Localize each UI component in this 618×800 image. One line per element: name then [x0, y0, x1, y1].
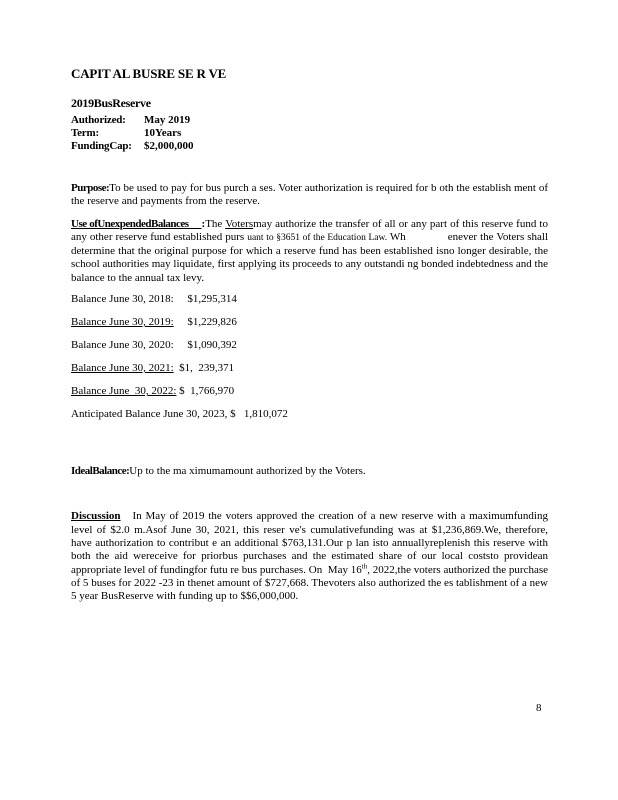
voters-underlined-word: Voters	[225, 217, 254, 230]
anticipated-balance-row	[71, 408, 548, 421]
document-content	[71, 66, 548, 603]
unexpended-text-b: Wh enever the Voters shall determine that the original purpose for which a reserve fund has been established isno longer desirable, the school authorities may liquidate, first applying its proceeds to any outstandi ng bonded indebtedness and the balance to the annual tax levy.	[71, 230, 548, 284]
unexpended-balances-paragraph	[71, 218, 548, 285]
purpose-label: Purpose:	[71, 182, 110, 194]
unexpended-text-a: may authorize the transfer of all or any part of this reserve fund to any other reserve fund established purs	[71, 217, 548, 243]
unexpended-lead: The	[205, 217, 226, 230]
ordinal-superscript: th	[361, 561, 368, 570]
balance-row-2022	[71, 385, 548, 398]
anticipated-balance-text: Anticipated Balance June 30, 2023, $ 1,810,072	[71, 408, 288, 421]
purpose-paragraph	[71, 182, 548, 209]
info-row-funding-cap	[71, 140, 548, 153]
balance-row-2020	[71, 339, 548, 352]
balance-amount: $1, 239,371	[173, 362, 235, 375]
discussion-heading: Discussion	[71, 510, 121, 523]
funding-cap-value: $2,000,000	[144, 140, 194, 152]
balance-amount: $ 1,766,970	[176, 385, 235, 398]
ideal-balance-label: IdealBalance:	[71, 465, 130, 478]
ideal-balance-text: Up to the ma ximumamount authorized by the Voters.	[129, 465, 366, 478]
page-title: CAPIT AL BUSRE SE R VE	[71, 66, 227, 81]
education-law-reference: uant to §3651 of the Education Law.	[247, 232, 388, 243]
discussion-text-a: In May of 2019 the voters approved the creation of a new reserve with a maximumfunding level of $2.0 m.Asof June 30, 2021, this reser ve's cumulativefunding was at $1,236,869.We, therefore, have authorization to contribut e an additional $763,131.Our p lan isto annuallyreplenish this reserve with both the aid wereceive for priorbus purchases and the estimated share of our local coststo providean appropriate level of fundingfor futu re bus purchases. On May 16	[71, 510, 548, 576]
ideal-balance-paragraph	[71, 465, 548, 478]
reserve-name-heading: 2019BusReserve	[71, 96, 151, 110]
balance-row-2021	[71, 362, 548, 375]
balance-amount: $1,090,392	[173, 339, 237, 352]
balance-label: Balance June 30, 2020:	[71, 339, 174, 352]
info-row-authorized	[71, 114, 548, 127]
balance-list	[71, 293, 548, 421]
balance-label: Balance June 30, 2022:	[71, 385, 177, 398]
page-number: 8	[536, 702, 542, 714]
authorized-value: May 2019	[144, 114, 191, 126]
purpose-text: To be used to pay for bus purch a ses. Voter authorization is required for b oth the establish ment of the reserve and payments from the reserve.	[71, 182, 548, 208]
term-value: 10Years	[144, 127, 182, 139]
balance-label: Balance June 30, 2019:	[71, 316, 174, 329]
balance-row-2018	[71, 293, 548, 306]
reserve-info-table	[71, 114, 548, 153]
balance-row-2019	[71, 316, 548, 329]
info-row-term	[71, 127, 548, 140]
unexpended-heading: Use ofUnexpendedBalances	[71, 217, 202, 230]
unexpended-heading-colon: :	[201, 217, 206, 230]
balance-amount: $1,229,826	[173, 316, 237, 329]
funding-cap-label: FundingCap:	[71, 140, 132, 152]
balance-label: Balance June 30, 2021:	[71, 362, 174, 375]
balance-amount: $1,295,314	[173, 293, 237, 306]
authorized-label: Authorized:	[71, 114, 126, 126]
discussion-paragraph	[71, 510, 548, 603]
discussion-text-b: , 2022,the voters authorized the purchase of 5 buses for 2022 -23 in thenet amount of $727,668. Thevoters also authorized the es tablishment of a new 5 year BusReserve with funding up to $$6,000,000.	[71, 563, 548, 603]
term-label: Term:	[71, 127, 99, 139]
balance-label: Balance June 30, 2018:	[71, 293, 174, 306]
